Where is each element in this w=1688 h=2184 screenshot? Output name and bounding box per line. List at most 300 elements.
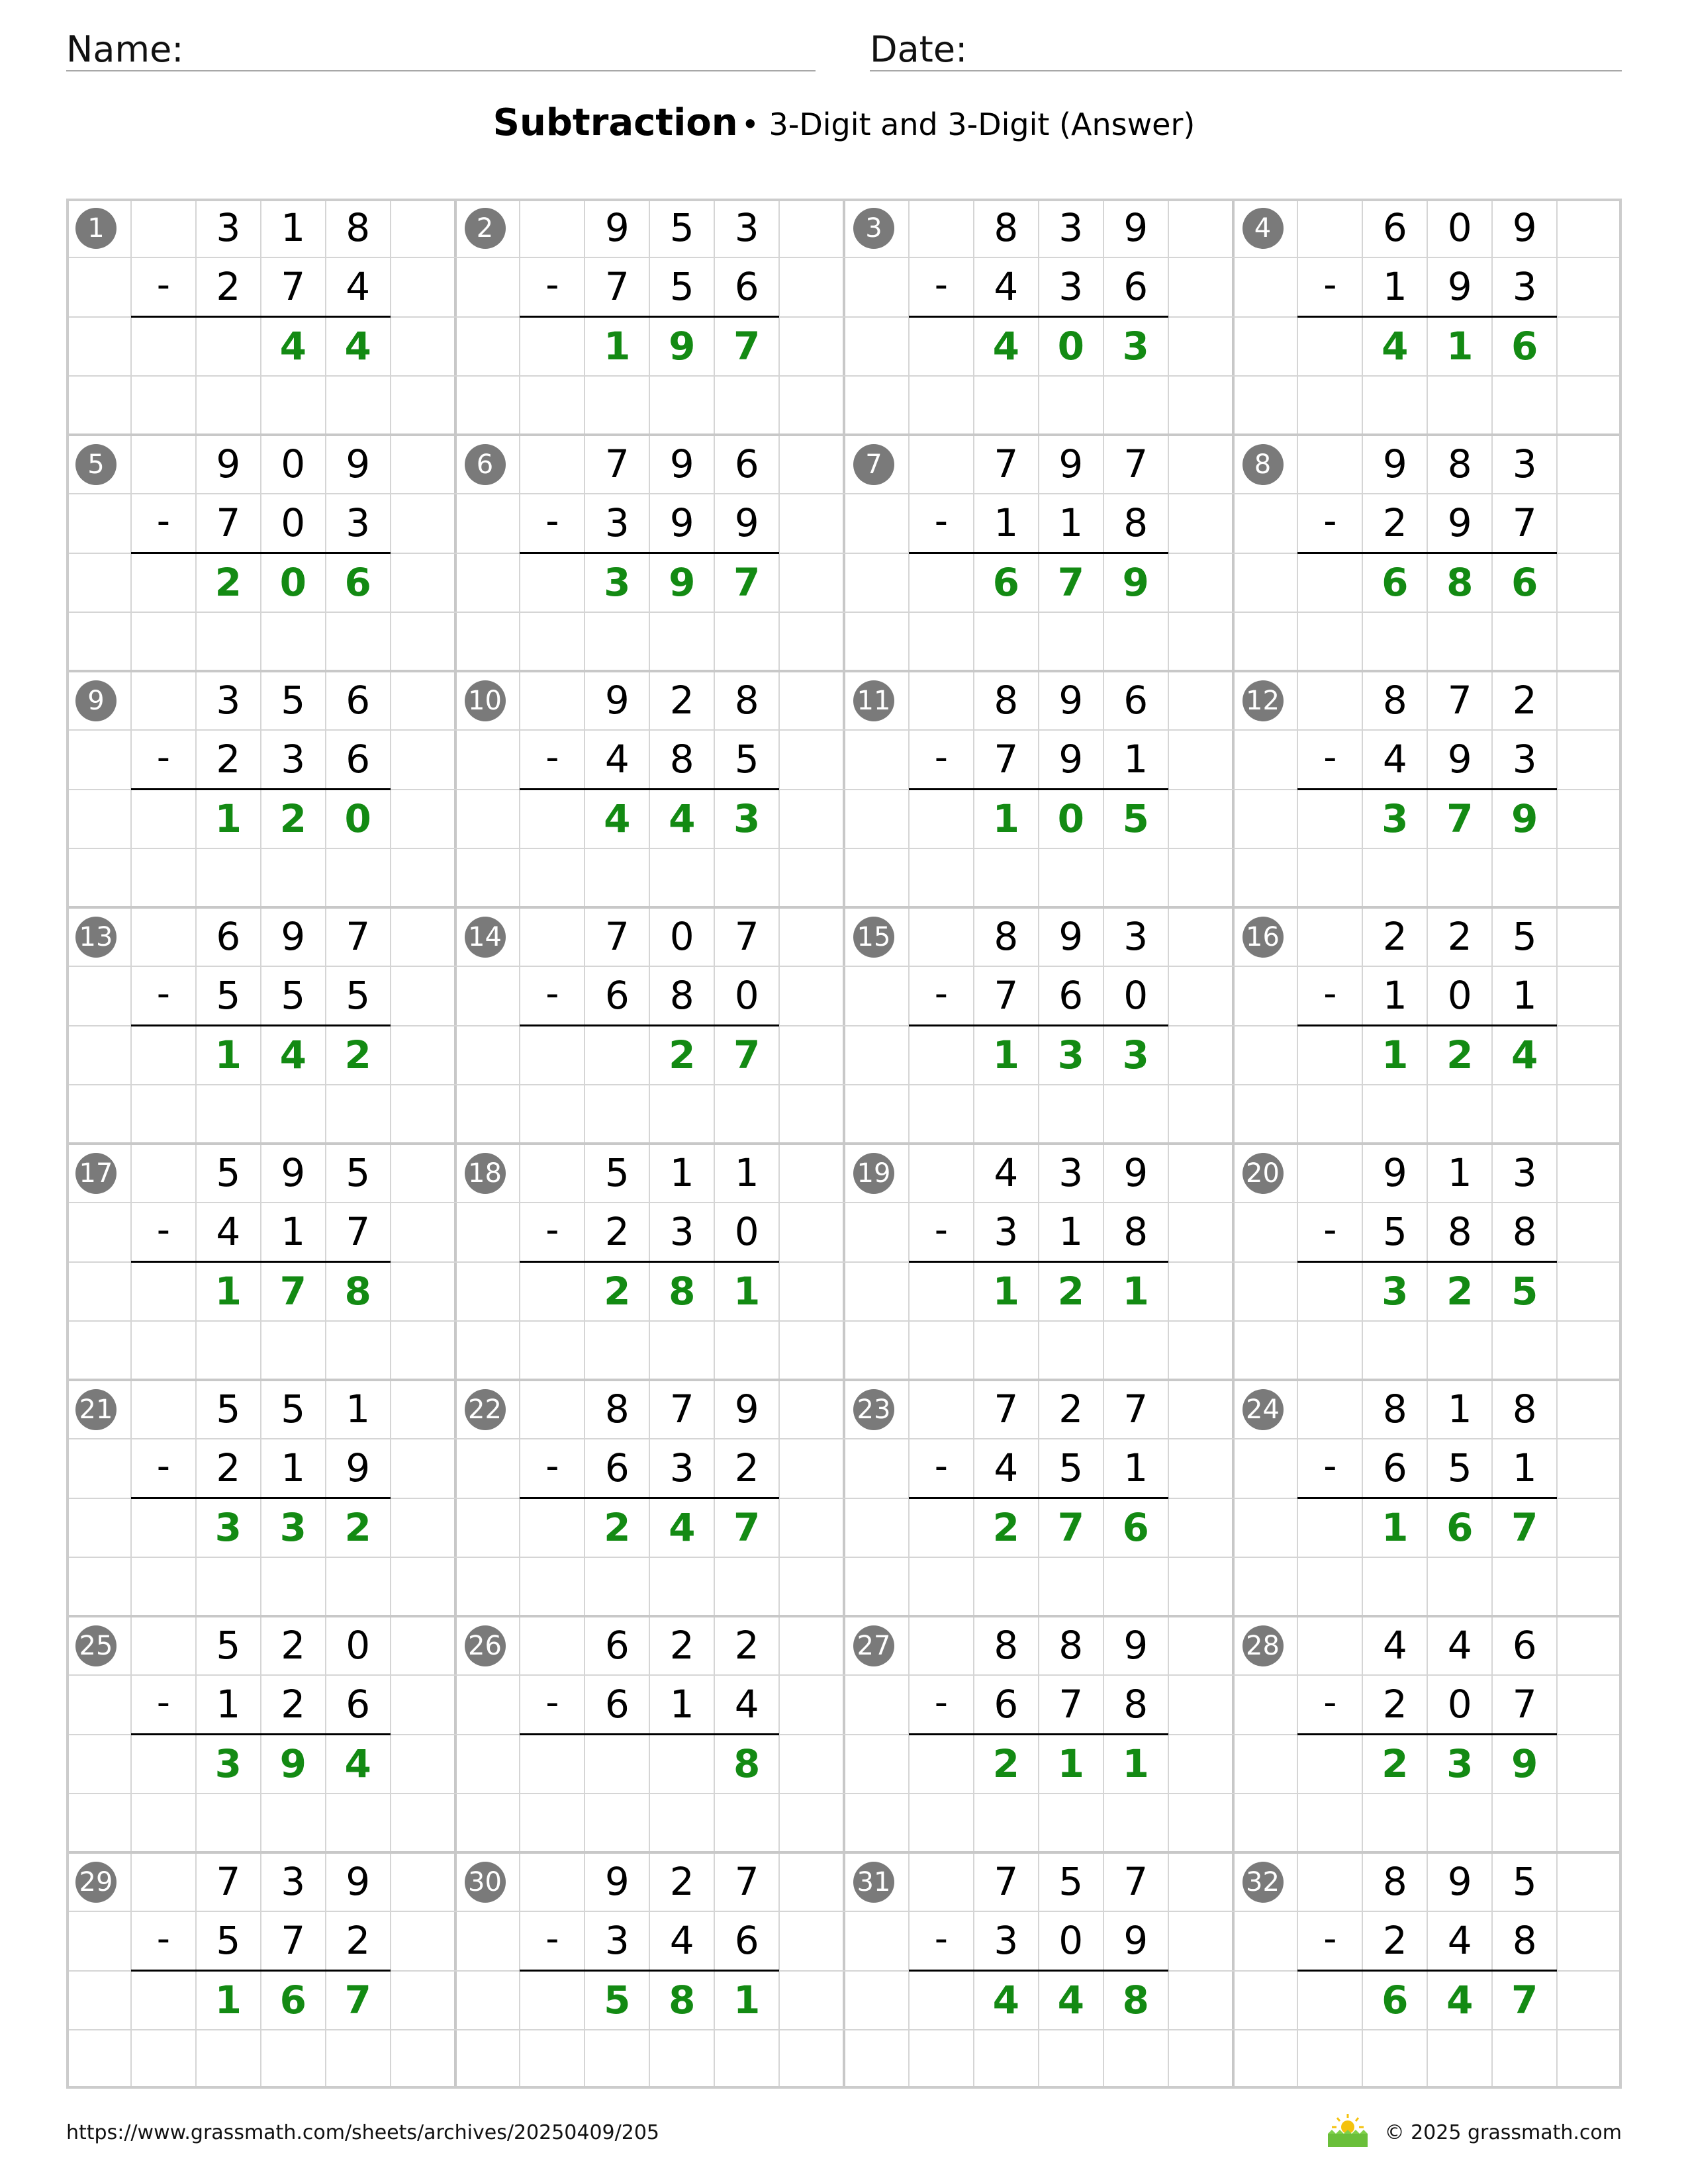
minus-sign: - [934, 263, 949, 307]
problem-12 [1233, 671, 1622, 907]
answer-digit: 2 [214, 559, 242, 605]
subtrahend-digit: 5 [1058, 1445, 1084, 1491]
answer-digit: 3 [604, 559, 631, 605]
minuend-digit: 8 [1382, 1387, 1407, 1432]
answer-digit: 1 [214, 1268, 242, 1314]
answer-digit: 6 [279, 1977, 306, 2023]
minuend-digit: 9 [734, 1387, 759, 1432]
answer-digit [585, 1026, 649, 1085]
answer-digit: 1 [1122, 1741, 1149, 1786]
subtrahend-digit: 1 [281, 1445, 306, 1491]
minuend-digit: 0 [346, 1623, 371, 1668]
answer-digit: 3 [1122, 323, 1149, 369]
answer-digit: 5 [1511, 1268, 1538, 1314]
subtrahend-digit: 8 [1512, 1209, 1537, 1255]
answer-digit: 9 [1511, 1741, 1538, 1786]
minuend-digit: 1 [346, 1387, 371, 1432]
subtrahend-digit: 3 [994, 1918, 1019, 1964]
minuend-digit: 9 [669, 441, 694, 486]
answer-digit: 1 [214, 1032, 242, 1077]
subtrahend-digit: 1 [1382, 973, 1407, 1019]
subtrahend-digit: 1 [1382, 264, 1407, 310]
minus-sign: - [156, 263, 171, 307]
answer-digit: 3 [1382, 1268, 1409, 1314]
answer-digit: 3 [279, 1504, 306, 1550]
problem-5 [66, 435, 455, 671]
problem-21 [66, 1380, 455, 1616]
answer-digit: 6 [344, 559, 371, 605]
minus-sign: - [156, 500, 171, 543]
subtrahend-digit: 5 [281, 973, 306, 1019]
answer-digit: 8 [669, 1977, 696, 2023]
subtrahend-digit: 0 [281, 500, 306, 546]
minuend-digit: 2 [1447, 914, 1472, 959]
answer-digit: 9 [669, 323, 696, 369]
minus-sign: - [934, 736, 949, 780]
answer-digit: 1 [733, 1268, 761, 1314]
subtrahend-digit: 0 [1058, 1918, 1084, 1964]
answer-digit: 6 [1511, 323, 1538, 369]
subtrahend-digit: 4 [994, 1445, 1019, 1491]
problem-number-badge: 7 [853, 444, 894, 485]
problem-number-badge: 28 [1243, 1625, 1284, 1666]
minuend-digit: 9 [1512, 205, 1537, 250]
minuend-digit: 8 [1512, 1387, 1537, 1432]
subtrahend-digit: 1 [281, 1209, 306, 1255]
answer-digit: 0 [1057, 796, 1084, 841]
minus-sign: - [934, 1208, 949, 1252]
answer-digit: 1 [214, 1977, 242, 2023]
minus-sign: - [156, 972, 171, 1016]
problem-number-badge: 17 [75, 1153, 117, 1194]
name-label: Name: [66, 28, 184, 70]
answer-rule-line [909, 1024, 1168, 1026]
problem-10 [455, 671, 845, 907]
answer-digit: 2 [992, 1741, 1019, 1786]
minuend-digit: 1 [281, 205, 306, 250]
minuend-digit: 2 [1058, 1387, 1084, 1432]
answer-rule-line [1297, 1970, 1557, 1972]
answer-rule-line [1297, 1497, 1557, 1499]
problem-15 [844, 907, 1233, 1144]
answer-digit: 9 [1122, 559, 1149, 605]
minuend-digit: 9 [1123, 1150, 1149, 1195]
subtrahend-digit: 7 [1512, 1682, 1537, 1727]
subtrahend-digit: 2 [346, 1918, 371, 1964]
answer-digit: 3 [214, 1504, 242, 1550]
answer-digit: 8 [1446, 559, 1474, 605]
problem-7 [844, 435, 1233, 671]
answer-digit: 2 [604, 1504, 631, 1550]
minuend-digit: 9 [1382, 441, 1407, 486]
subtrahend-digit: 9 [1447, 500, 1472, 546]
subtrahend-digit: 5 [1447, 1445, 1472, 1491]
subtrahend-digit: 8 [1123, 1209, 1149, 1255]
subtrahend-digit: 7 [1058, 1682, 1084, 1727]
minuend-digit: 5 [281, 678, 306, 723]
answer-rule-line [909, 1733, 1168, 1735]
subtrahend-digit: 6 [1123, 264, 1149, 310]
answer-digit: 2 [1446, 1032, 1474, 1077]
problem-18 [455, 1144, 845, 1380]
answer-rule-line [909, 788, 1168, 790]
subtrahend-digit: 3 [604, 500, 630, 546]
subtrahend-digit: 0 [1447, 973, 1472, 1019]
minuend-digit: 3 [281, 1859, 306, 1904]
subtrahend-digit: 3 [669, 1445, 694, 1491]
answer-digit: 7 [733, 1032, 761, 1077]
minuend-digit: 9 [281, 1150, 306, 1195]
problem-2 [455, 199, 845, 435]
minuend-digit: 3 [216, 205, 241, 250]
subtrahend-digit: 7 [346, 1209, 371, 1255]
minuend-digit: 6 [1512, 1623, 1537, 1668]
answer-digit: 7 [733, 559, 761, 605]
minuend-digit: 3 [1058, 205, 1084, 250]
problem-31 [844, 1852, 1233, 2089]
problem-29 [66, 1852, 455, 2089]
minuend-digit: 3 [1512, 441, 1537, 486]
grassmath-logo-icon [1324, 2113, 1372, 2150]
problem-number-badge: 20 [1243, 1153, 1284, 1194]
answer-digit: 4 [1511, 1032, 1538, 1077]
minus-sign: - [545, 1445, 559, 1488]
minuend-digit: 2 [669, 1859, 694, 1904]
problem-1 [66, 199, 455, 435]
subtrahend-digit: 4 [604, 737, 630, 782]
answer-digit: 6 [1382, 1977, 1409, 2023]
minuend-digit: 3 [216, 678, 241, 723]
minuend-digit: 7 [216, 1859, 241, 1904]
answer-digit: 3 [214, 1741, 242, 1786]
problem-8 [1233, 435, 1622, 671]
problem-number-badge: 4 [1243, 208, 1284, 249]
answer-digit: 0 [344, 796, 371, 841]
minuend-digit: 0 [669, 914, 694, 959]
answer-rule-line [909, 1970, 1168, 1972]
subtrahend-digit: 2 [1382, 500, 1407, 546]
answer-rule-line [131, 316, 391, 318]
subtrahend-digit: 6 [734, 1918, 759, 1964]
answer-digit: 9 [1511, 796, 1538, 841]
problem-number-badge: 16 [1243, 917, 1284, 958]
minuend-digit: 7 [994, 1387, 1019, 1432]
subtrahend-digit: 4 [1447, 1918, 1472, 1964]
subtrahend-digit: 8 [1512, 1918, 1537, 1964]
minuend-digit: 2 [281, 1623, 306, 1668]
answer-digit: 4 [279, 323, 306, 369]
answer-digit: 4 [669, 796, 696, 841]
minuend-digit: 5 [216, 1150, 241, 1195]
problem-number-badge: 6 [465, 444, 506, 485]
answer-digit: 3 [733, 796, 761, 841]
answer-digit: 2 [1057, 1268, 1084, 1314]
answer-rule-line [909, 1261, 1168, 1263]
answer-digit: 4 [344, 323, 371, 369]
subtrahend-digit: 5 [346, 973, 371, 1019]
problem-number-badge: 25 [75, 1625, 117, 1666]
answer-digit: 1 [992, 796, 1019, 841]
answer-digit: 5 [604, 1977, 631, 2023]
answer-digit: 7 [1446, 796, 1474, 841]
answer-digit: 0 [279, 559, 306, 605]
answer-digit: 2 [344, 1504, 371, 1550]
minuend-digit: 8 [1382, 1859, 1407, 1904]
answer-digit: 1 [1382, 1032, 1409, 1077]
minuend-digit: 1 [734, 1150, 759, 1195]
minus-sign: - [934, 1445, 949, 1488]
minuend-digit: 5 [346, 1150, 371, 1195]
subtrahend-digit: 2 [216, 264, 241, 310]
minuend-digit: 8 [994, 678, 1019, 723]
answer-digit: 4 [669, 1504, 696, 1550]
minus-sign: - [156, 1681, 171, 1725]
minus-sign: - [934, 500, 949, 543]
minuend-digit: 3 [1123, 914, 1149, 959]
problem-number-badge: 18 [465, 1153, 506, 1194]
subtrahend-digit: 4 [1382, 737, 1407, 782]
minuend-digit: 7 [604, 914, 630, 959]
answer-rule-line [520, 1733, 779, 1735]
subtrahend-digit: 2 [734, 1445, 759, 1491]
subtrahend-digit: 8 [1447, 1209, 1472, 1255]
minus-sign: - [545, 500, 559, 543]
answer-rule-line [520, 1261, 779, 1263]
answer-rule-line [131, 1261, 391, 1263]
minus-sign: - [1323, 500, 1337, 543]
subtrahend-digit: 3 [1512, 737, 1537, 782]
subtrahend-digit: 9 [1058, 737, 1084, 782]
minuend-digit: 4 [1447, 1623, 1472, 1668]
minuend-digit: 8 [734, 678, 759, 723]
minus-sign: - [1323, 972, 1337, 1016]
subtrahend-digit: 4 [346, 264, 371, 310]
subtrahend-digit: 7 [604, 264, 630, 310]
answer-digit: 4 [604, 796, 631, 841]
minuend-digit: 2 [669, 1623, 694, 1668]
subtrahend-digit: 9 [1123, 1918, 1149, 1964]
subtrahend-digit: 6 [346, 737, 371, 782]
problem-number-badge: 13 [75, 917, 117, 958]
minuend-digit: 4 [1382, 1623, 1407, 1668]
problem-number-badge: 32 [1243, 1862, 1284, 1903]
minuend-digit: 8 [1058, 1623, 1084, 1668]
problem-20 [1233, 1144, 1622, 1380]
minuend-digit: 3 [1512, 1150, 1537, 1195]
subtrahend-digit: 7 [216, 500, 241, 546]
subtrahend-digit: 1 [1123, 737, 1149, 782]
answer-rule-line [909, 316, 1168, 318]
answer-rule-line [520, 788, 779, 790]
footer-url[interactable]: https://www.grassmath.com/sheets/archives/20250409/205 [66, 2121, 660, 2144]
answer-rule-line [1297, 1024, 1557, 1026]
answer-rule-line [520, 316, 779, 318]
title-subtitle: • 3-Digit and 3-Digit (Answer) [741, 107, 1196, 142]
problem-30 [455, 1852, 845, 2089]
minuend-digit: 8 [994, 1623, 1019, 1668]
problem-13 [66, 907, 455, 1144]
subtrahend-digit: 1 [1512, 973, 1537, 1019]
minuend-digit: 6 [1382, 205, 1407, 250]
problem-19 [844, 1144, 1233, 1380]
answer-rule-line [909, 552, 1168, 554]
minuend-digit: 2 [1382, 914, 1407, 959]
date-field[interactable] [870, 24, 1622, 71]
subtrahend-digit: 1 [1123, 1445, 1149, 1491]
answer-rule-line [131, 788, 391, 790]
problem-number-badge: 3 [853, 208, 894, 249]
problem-11 [844, 671, 1233, 907]
problem-number-badge: 19 [853, 1153, 894, 1194]
answer-digit: 4 [1057, 1977, 1084, 2023]
subtrahend-digit: 7 [281, 264, 306, 310]
problem-number-badge: 26 [465, 1625, 506, 1666]
subtrahend-digit: 2 [216, 737, 241, 782]
answer-digit: 3 [1382, 796, 1409, 841]
problem-number-badge: 8 [1243, 444, 1284, 485]
answer-digit: 1 [604, 323, 631, 369]
subtrahend-digit: 6 [994, 1682, 1019, 1727]
minus-sign: - [934, 972, 949, 1016]
minus-sign: - [545, 1681, 559, 1725]
subtrahend-digit: 9 [346, 1445, 371, 1491]
minuend-digit: 8 [994, 914, 1019, 959]
answer-rule-line [1297, 788, 1557, 790]
problem-24 [1233, 1380, 1622, 1616]
answer-digit: 2 [279, 796, 306, 841]
subtrahend-digit: 1 [1058, 1209, 1084, 1255]
minuend-digit: 1 [1447, 1387, 1472, 1432]
answer-rule-line [131, 552, 391, 554]
answer-digit: 7 [344, 1977, 371, 2023]
answer-rule-line [131, 1733, 391, 1735]
answer-digit: 7 [1511, 1504, 1538, 1550]
answer-digit: 6 [992, 559, 1019, 605]
subtrahend-digit: 6 [346, 1682, 371, 1727]
answer-digit: 9 [669, 559, 696, 605]
problem-grid [66, 199, 1622, 2089]
problem-26 [455, 1616, 845, 1852]
problem-number-badge: 5 [75, 444, 117, 485]
minuend-digit: 8 [1382, 678, 1407, 723]
minuend-digit: 8 [994, 205, 1019, 250]
subtrahend-digit: 7 [994, 737, 1019, 782]
problem-14 [455, 907, 845, 1144]
answer-rule-line [520, 552, 779, 554]
minuend-digit: 6 [1123, 678, 1149, 723]
minuend-digit: 2 [1512, 678, 1537, 723]
minus-sign: - [934, 1917, 949, 1961]
answer-digit: 4 [992, 1977, 1019, 2023]
answer-digit: 3 [1446, 1741, 1474, 1786]
date-label: Date: [870, 28, 968, 70]
problem-27 [844, 1616, 1233, 1852]
answer-digit: 2 [604, 1268, 631, 1314]
subtrahend-digit: 6 [1058, 973, 1084, 1019]
answer-digit: 7 [1057, 559, 1084, 605]
subtrahend-digit: 9 [734, 500, 759, 546]
problem-number-badge: 14 [465, 917, 506, 958]
subtrahend-digit: 2 [216, 1445, 241, 1491]
answer-digit: 7 [733, 1504, 761, 1550]
problem-number-badge: 30 [465, 1862, 506, 1903]
problem-number-badge: 22 [465, 1389, 506, 1430]
minuend-digit: 9 [604, 205, 630, 250]
answer-digit: 8 [733, 1741, 761, 1786]
answer-rule-line [1297, 552, 1557, 554]
subtrahend-digit: 3 [281, 737, 306, 782]
name-field[interactable] [66, 24, 816, 71]
subtrahend-digit: 9 [1447, 264, 1472, 310]
subtrahend-digit: 3 [994, 1209, 1019, 1255]
subtrahend-digit: 5 [734, 737, 759, 782]
answer-digit: 6 [1446, 1504, 1474, 1550]
minuend-digit: 5 [216, 1623, 241, 1668]
subtrahend-digit: 4 [734, 1682, 759, 1727]
minuend-digit: 1 [669, 1150, 694, 1195]
answer-digit: 1 [1122, 1268, 1149, 1314]
answer-digit: 2 [669, 1032, 696, 1077]
subtrahend-digit: 3 [669, 1209, 694, 1255]
answer-digit: 1 [214, 796, 242, 841]
minus-sign: - [1323, 1681, 1337, 1725]
problem-17 [66, 1144, 455, 1380]
answer-digit: 1 [1382, 1504, 1409, 1550]
problem-4 [1233, 199, 1622, 435]
problem-32 [1233, 1852, 1622, 2089]
problem-number-badge: 27 [853, 1625, 894, 1666]
minuend-digit: 6 [216, 914, 241, 959]
answer-digit: 6 [1122, 1504, 1149, 1550]
answer-digit: 8 [669, 1268, 696, 1314]
minus-sign: - [1323, 1917, 1337, 1961]
problem-number-badge: 9 [75, 680, 117, 721]
problem-6 [455, 435, 845, 671]
problem-23 [844, 1380, 1233, 1616]
problem-number-badge: 1 [75, 208, 117, 249]
minus-sign: - [1323, 1208, 1337, 1252]
footer-copyright: © 2025 grassmath.com [1384, 2121, 1622, 2144]
answer-rule-line [1297, 1733, 1557, 1735]
minus-sign: - [545, 263, 559, 307]
problem-16 [1233, 907, 1622, 1144]
subtrahend-digit: 4 [216, 1209, 241, 1255]
minuend-digit: 5 [281, 1387, 306, 1432]
minuend-digit: 5 [669, 205, 694, 250]
subtrahend-digit: 1 [1512, 1445, 1537, 1491]
answer-rule-line [909, 1497, 1168, 1499]
answer-digit: 1 [1057, 1741, 1084, 1786]
subtrahend-digit: 5 [1382, 1209, 1407, 1255]
minuend-digit: 0 [281, 441, 306, 486]
subtrahend-digit: 6 [734, 264, 759, 310]
answer-digit: 1 [992, 1268, 1019, 1314]
subtrahend-digit: 2 [1382, 1918, 1407, 1964]
answer-digit: 2 [992, 1504, 1019, 1550]
subtrahend-digit: 7 [1512, 500, 1537, 546]
subtrahend-digit: 5 [216, 973, 241, 1019]
subtrahend-digit: 0 [1123, 973, 1149, 1019]
minus-sign: - [156, 1208, 171, 1252]
minuend-digit: 7 [734, 914, 759, 959]
subtrahend-digit: 0 [734, 973, 759, 1019]
minuend-digit: 5 [1058, 1859, 1084, 1904]
minuend-digit: 6 [604, 1623, 630, 1668]
minus-sign: - [545, 736, 559, 780]
minuend-digit: 9 [281, 914, 306, 959]
subtrahend-digit: 3 [346, 500, 371, 546]
minuend-digit: 5 [216, 1387, 241, 1432]
